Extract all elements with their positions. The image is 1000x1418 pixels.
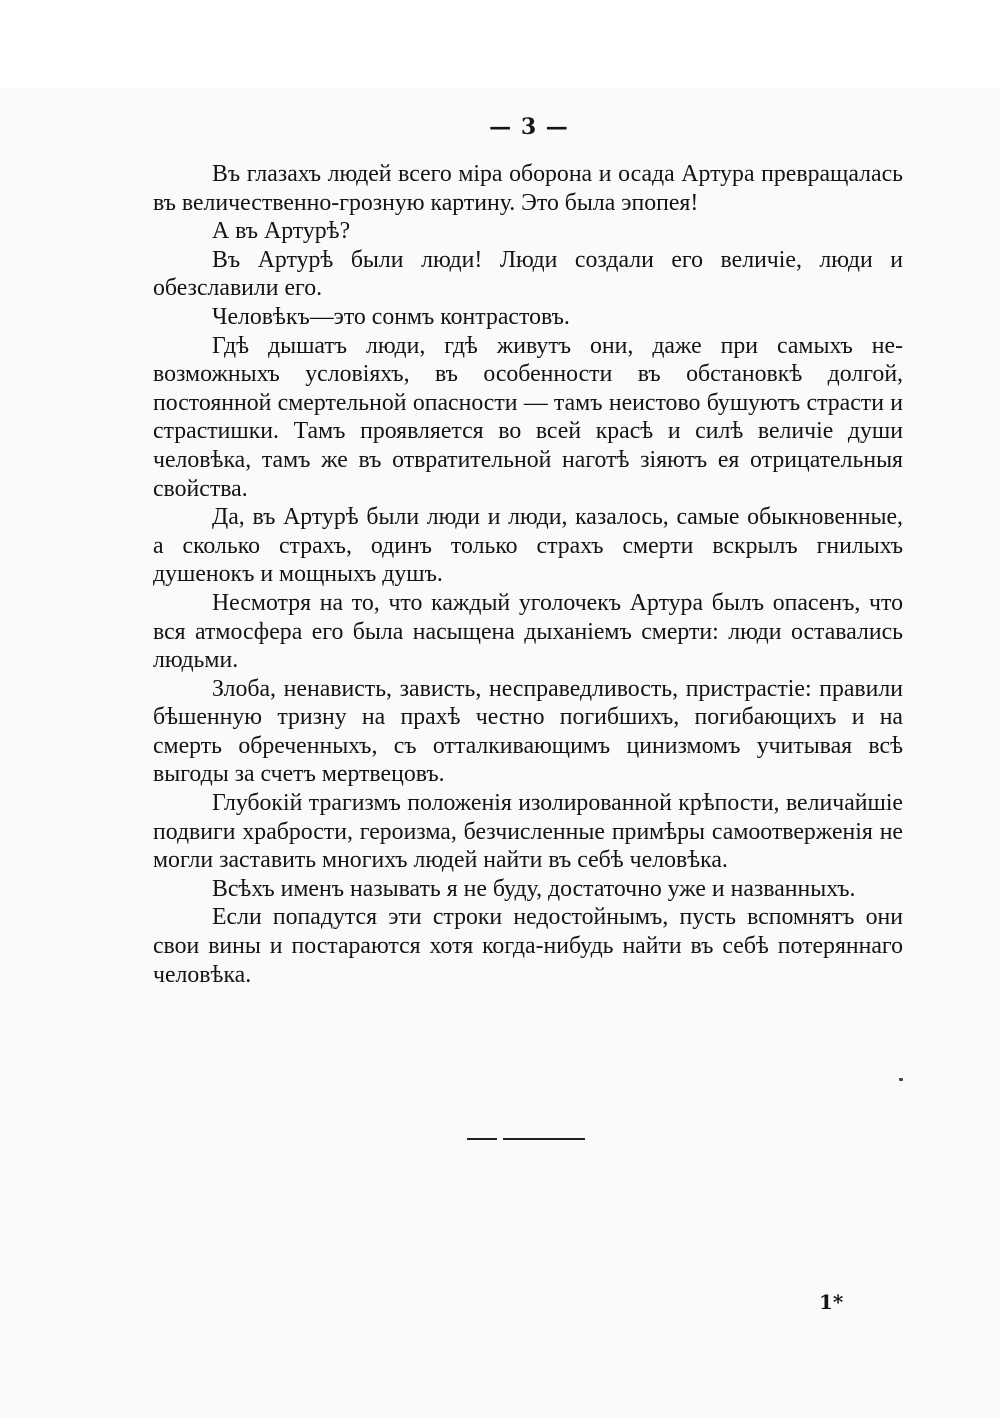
body-text xyxy=(153,160,903,989)
paragraph: Несмотря на то, что каждый уголочекъ Артура былъ опасенъ, что вся атмосфера его была насыщена дыханіемъ смерти: люди оставались людьми. xyxy=(153,589,903,674)
printer-signature-mark: 1* xyxy=(819,1290,844,1314)
paragraph: Въ глазахъ людей всего міра оборона и осада Артура превращалась въ величественно-грозную картину. Это была эпопея! xyxy=(153,161,903,216)
paragraph: Въ Артурѣ были люди! Люди создали его величіе, люди и обезславили его. xyxy=(153,246,903,302)
page-number: — 3 — xyxy=(489,114,569,140)
section-end-rule-gap xyxy=(497,1137,503,1141)
paragraph: Да, въ Артурѣ были люди и люди, казалось, самые обыкновенные, а сколько страхъ, одинъ только страхъ смерти вскрылъ гнилыхъ душенокъ и мощныхъ душъ. xyxy=(153,504,903,588)
scan-top-margin xyxy=(0,0,1000,88)
paragraph: Злоба, ненависть, зависть, несправедливость, пристрастіе: правили бѣшенную тризну на прахѣ честно погибшихъ, погибающихъ и на смерть обреченныхъ, съ отталкивающимъ цинизмомъ учитывая всѣ выгоды за счетъ мертвецовъ. xyxy=(153,675,903,788)
paragraph: Гдѣ дышатъ люди, гдѣ живутъ они, даже при самыхъ невозможныхъ условіяхъ, въ особенности въ обстановкѣ долгой, постоянной смертельной опасности — тамъ неистово бушуютъ страсти и страстишки. Тамъ проявляется во всей красѣ и силѣ величіе души человѣка, тамъ же въ отвратительной наготѣ зіяютъ ея отрицательныя свойства. xyxy=(153,332,903,502)
paragraph: Если попадутся эти строки недостойнымъ, пусть вспомнятъ они свои вины и постараются хотя когда-нибудь найти въ себѣ потеряннаго человѣка. xyxy=(153,904,903,988)
paragraph: Глубокій трагизмъ положенія изолированной крѣпости, величайшіе подвиги храбрости, героизма, безчисленные примѣры самоотверженія не могли заставить многихъ людей найти въ себѣ человѣка. xyxy=(153,790,903,874)
paragraph: Всѣхъ именъ называть я не буду, достаточно уже и названныхъ. xyxy=(212,875,856,902)
scan-speck xyxy=(899,1078,903,1081)
paragraph: Человѣкъ—это сонмъ контрастовъ. xyxy=(212,303,570,330)
section-end-rule xyxy=(467,1138,585,1140)
paragraph: А въ Артурѣ? xyxy=(212,218,351,245)
